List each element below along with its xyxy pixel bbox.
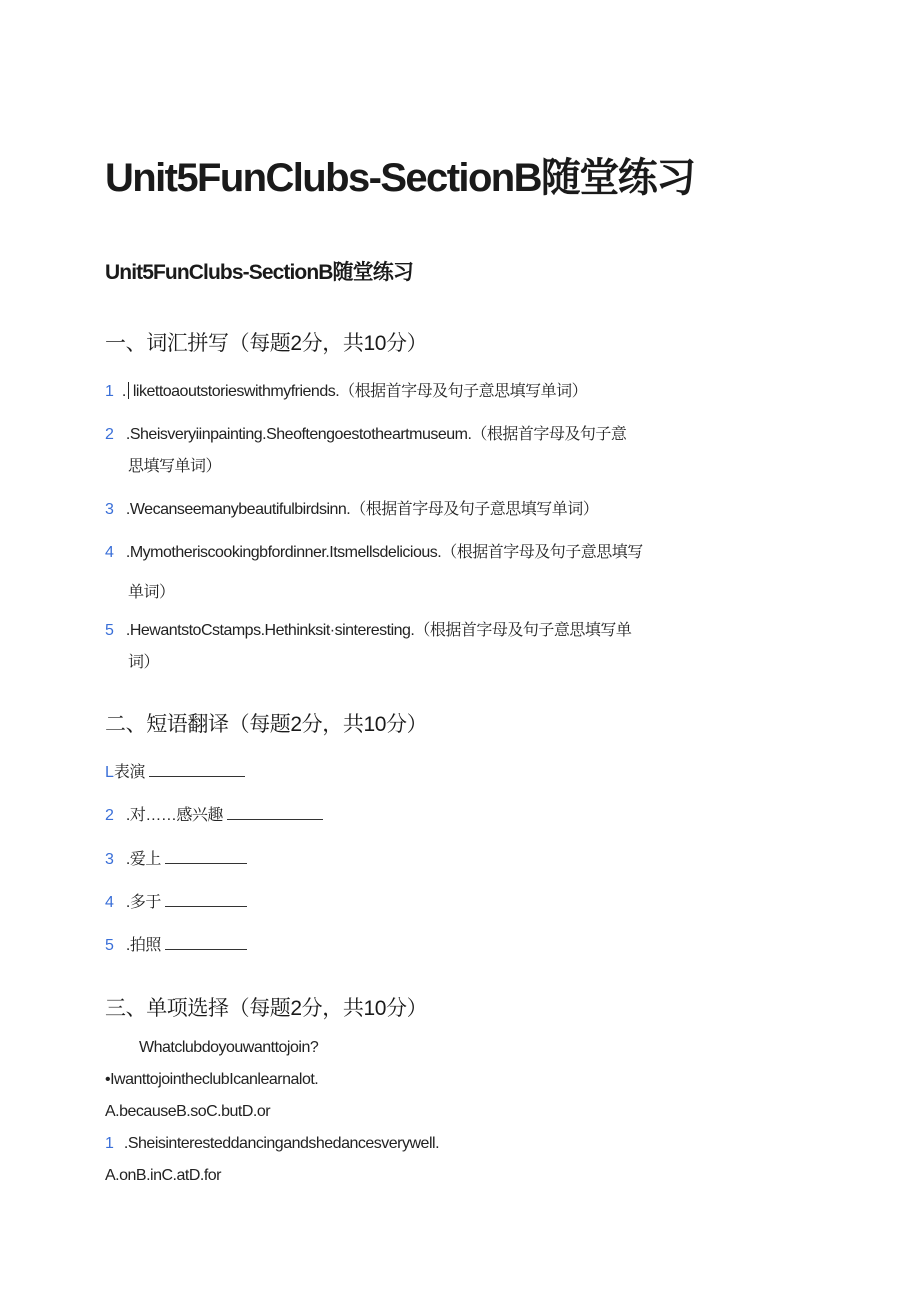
question-number: 1	[105, 1135, 114, 1152]
phrase-text: 表演	[113, 764, 145, 781]
question-2-continuation: 思填写单词）	[128, 458, 222, 475]
question-0-answer: •IwanttojointheclubIcanlearnalot.	[105, 1071, 319, 1088]
question-number: 3	[105, 501, 114, 518]
question-0-options: A.becauseB.soC.butD.or	[105, 1103, 271, 1120]
item-number: 3	[105, 851, 114, 868]
phrase-item-5	[105, 932, 247, 955]
question-number: 2	[105, 426, 114, 443]
phrase-item-1	[105, 759, 245, 782]
answer-blank[interactable]	[149, 762, 245, 777]
item-number: L	[105, 764, 114, 781]
question-text: .Wecanseemanybeautifulbirdsinn.（根据首字母及句子意思填写单词）	[125, 501, 599, 518]
text-cursor-mark	[128, 382, 129, 399]
question-text: .Mymotheriscookingbfordinner.Itsmellsdelicious.（根据首字母及句子意思填写	[125, 544, 643, 561]
phrase-item-4	[105, 889, 247, 912]
phrase-text: .对……感兴趣	[125, 807, 223, 824]
question-1: 1 . likettoaoutstorieswithmyfriends.（根据首字母及句子意思填写单词）	[105, 383, 588, 400]
question-3	[105, 496, 598, 519]
question-4-continuation: 单词）	[128, 584, 175, 601]
section1-heading: 一、词汇拼写（每题2分，共10分）	[105, 332, 428, 355]
item-number: 5	[105, 937, 114, 954]
item-number: 2	[105, 807, 114, 824]
section3-heading: 三、单项选择（每题2分，共10分）	[105, 997, 428, 1020]
question-text: .Sheisinteresteddancingandshedancesverywell.	[123, 1135, 440, 1152]
phrase-item-2	[105, 802, 323, 825]
question-0-prompt: Whatclubdoyouwanttojoin?	[139, 1039, 319, 1056]
section2-heading: 二、短语翻译（每题2分，共10分）	[105, 713, 428, 736]
question-text: likettoaoutstorieswithmyfriends.（根据首字母及句子意思填写单词）	[132, 383, 588, 400]
question-text: .Sheisveryiinpainting.Sheoftengoestotheartmuseum.（根据首字母及句子意	[125, 426, 627, 443]
answer-blank[interactable]	[165, 935, 247, 950]
question-5-continuation: 词）	[128, 654, 160, 671]
phrase-text: .多于	[125, 894, 161, 911]
page-subtitle: Unit5FunClubs-SectionB随堂练习	[105, 261, 413, 284]
phrase-text: .拍照	[125, 937, 161, 954]
item-number: 4	[105, 894, 114, 911]
question-1-choice	[105, 1135, 439, 1153]
question-4	[105, 539, 643, 562]
question-number: 4	[105, 544, 114, 561]
phrase-text: .爱上	[125, 851, 161, 868]
page-title: Unit5FunClubs-SectionB随堂练习	[105, 156, 695, 200]
answer-blank[interactable]	[165, 849, 247, 864]
answer-blank[interactable]	[227, 805, 323, 820]
answer-blank[interactable]	[165, 892, 247, 907]
question-number: 1	[105, 383, 114, 400]
question-1-options: A.onB.inC.atD.for	[105, 1167, 221, 1184]
question-number: 5	[105, 622, 114, 639]
phrase-item-3	[105, 846, 247, 869]
question-text: .HewantstoCstamps.Hethinksit·sinteresting.（根据首字母及句子意思填写单	[125, 622, 632, 639]
question-2	[105, 421, 626, 444]
question-5	[105, 617, 631, 640]
